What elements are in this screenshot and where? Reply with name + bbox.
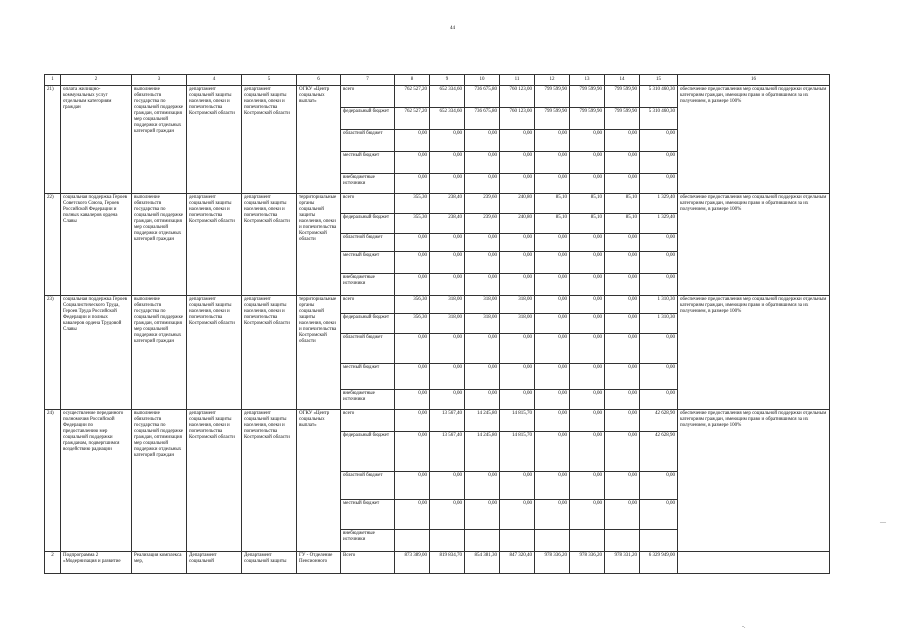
amount-cell: 799 599,90 [605, 108, 640, 130]
amount-cell: 239,60 [465, 194, 500, 214]
funding-source: местный бюджет [341, 500, 395, 530]
amount-cell: 0,00 [605, 432, 640, 472]
funding-source: внебюджетные источники [341, 274, 395, 296]
amount-cell: 0,00 [430, 252, 465, 274]
measure-task: Реализация комплекса мер, [132, 552, 187, 574]
amount-cell: 799 599,90 [570, 86, 605, 108]
funding-source: федеральный бюджет [341, 214, 395, 234]
amount-cell: 240,80 [500, 194, 535, 214]
amount-cell: 238,40 [430, 194, 465, 214]
amount-cell: 1 310,30 [640, 314, 678, 334]
amount-cell: 0,00 [500, 334, 535, 364]
amount-cell: 0,00 [605, 152, 640, 174]
amount-cell: 356,30 [395, 296, 430, 314]
co-executor: департамент социальной защиты населения, опеки и попечительства Костромской области [242, 194, 297, 296]
amount-cell: 873 389,00 [395, 552, 430, 574]
header-cell: 13 [570, 75, 605, 86]
amount-cell: 0,00 [570, 472, 605, 500]
measure-name: социальная поддержка Героев Советского Союза, Героев Российской Федерации и полных кавалеров ордена Славы [61, 194, 132, 296]
amount-cell: 318,00 [430, 296, 465, 314]
amount-cell: 318,00 [465, 314, 500, 334]
funding-source: федеральный бюджет [341, 314, 395, 334]
amount-cell: 0,00 [465, 500, 500, 530]
amount-cell: 42 628,90 [640, 432, 678, 472]
amount-cell: 0,00 [605, 274, 640, 296]
amount-cell: 0,00 [605, 364, 640, 390]
funding-source: всего [341, 410, 395, 432]
amount-cell: 0,00 [640, 390, 678, 410]
amount-cell: 736 675,80 [465, 108, 500, 130]
expected-result [678, 552, 830, 574]
amount-cell: 85,10 [605, 194, 640, 214]
amount-cell: 0,00 [570, 130, 605, 152]
amount-cell: 85,10 [535, 214, 570, 234]
amount-cell: 1 329,40 [640, 214, 678, 234]
header-cell: 6 [297, 75, 341, 86]
amount-cell: 0,00 [500, 500, 535, 530]
funding-source: всего [341, 194, 395, 214]
margin-mark: -. [742, 624, 746, 630]
amount-cell: 978 336,20 [570, 552, 605, 574]
budget-table [44, 74, 830, 574]
amount-cell: 0,00 [535, 472, 570, 500]
page-number: 44 [450, 26, 455, 31]
row-number: 2 [45, 552, 61, 574]
amount-cell: 0,00 [570, 314, 605, 334]
amount-cell: 318,00 [500, 314, 535, 334]
amount-cell: 355,30 [395, 194, 430, 214]
amount-cell: 0,00 [500, 390, 535, 410]
amount-cell: 0,00 [570, 390, 605, 410]
measure-task: выполнение обязательств государства по социальной поддержке граждан, оптимизация мер социальной поддержки отдельных категорий граждан [132, 410, 187, 552]
funding-source: областной бюджет [341, 234, 395, 252]
amount-cell: 0,00 [465, 174, 500, 194]
table-row [45, 410, 830, 432]
amount-cell: 0,00 [640, 234, 678, 252]
header-cell: 9 [430, 75, 465, 86]
amount-cell: 0,00 [570, 296, 605, 314]
amount-cell: 0,00 [430, 130, 465, 152]
amount-cell: 0,00 [640, 274, 678, 296]
participant: ОГКУ «Центр социальных выплат» [297, 410, 341, 552]
amount-cell: 0,00 [535, 152, 570, 174]
participant: территориальные органы социальной защиты населения, опеки и попечительства Костромской области [297, 296, 341, 410]
executor: департамент социальной защиты населения, опеки и попечительства Костромской области [187, 86, 242, 194]
amount-cell: 0,00 [535, 274, 570, 296]
amount-cell: 6 329 949,00 [640, 552, 678, 574]
amount-cell: 0,00 [640, 500, 678, 530]
amount-cell: 0,00 [465, 234, 500, 252]
co-executor: департамент социальной защиты населения, опеки и попечительства Костромской области [242, 86, 297, 194]
row-number: 24) [45, 410, 61, 552]
amount-cell: 0,00 [395, 472, 430, 500]
header-cell: 10 [465, 75, 500, 86]
amount-cell: 240,80 [500, 214, 535, 234]
row-number: 21) [45, 86, 61, 194]
amount-cell: 799 599,90 [605, 86, 640, 108]
amount-cell: 0,00 [500, 364, 535, 390]
amount-cell: 0,00 [570, 334, 605, 364]
amount-cell: 0,00 [605, 390, 640, 410]
row-number: 22) [45, 194, 61, 296]
funding-source: федеральный бюджет [341, 108, 395, 130]
amount-cell: 318,00 [430, 314, 465, 334]
amount-cell: 0,00 [570, 274, 605, 296]
amount-cell: 0,00 [640, 364, 678, 390]
amount-cell: 14 245,80 [465, 410, 500, 432]
amount-cell: 0,00 [640, 130, 678, 152]
header-cell: 15 [640, 75, 678, 86]
amount-cell: 0,00 [570, 152, 605, 174]
header-cell: 3 [132, 75, 187, 86]
table-row [45, 194, 830, 214]
amount-cell [605, 530, 640, 552]
funding-source: местный бюджет [341, 252, 395, 274]
amount-cell: 760 123,00 [500, 86, 535, 108]
amount-cell: 356,30 [395, 314, 430, 334]
header-cell: 14 [605, 75, 640, 86]
measure-name: Подпрограмма 2 «Модернизация и развитие [61, 552, 132, 574]
expected-result: обеспечение предоставления мер социальной поддержки отдельным категориям граждан, имеющим право и обратившимся за их получением, в размере 100% [678, 410, 830, 552]
participant: территориальные органы социальной защиты населения, опеки и попечительства Костромской области [297, 194, 341, 296]
amount-cell: 0,00 [465, 334, 500, 364]
amount-cell [430, 530, 465, 552]
funding-source: всего [341, 296, 395, 314]
amount-cell: 0,00 [500, 234, 535, 252]
amount-cell: 0,00 [465, 152, 500, 174]
amount-cell: 0,00 [605, 234, 640, 252]
header-cell: 8 [395, 75, 430, 86]
amount-cell: 85,10 [535, 194, 570, 214]
amount-cell: 799 599,90 [535, 108, 570, 130]
amount-cell: 0,00 [570, 364, 605, 390]
amount-cell [640, 530, 678, 552]
amount-cell: 42 628,90 [640, 410, 678, 432]
amount-cell: 0,00 [570, 500, 605, 530]
table-row [45, 552, 830, 574]
amount-cell: 0,00 [570, 252, 605, 274]
amount-cell: 0,00 [535, 500, 570, 530]
amount-cell: 0,00 [395, 410, 430, 432]
amount-cell: 0,00 [570, 234, 605, 252]
amount-cell: 0,00 [465, 390, 500, 410]
amount-cell: 85,10 [570, 214, 605, 234]
amount-cell: 0,00 [395, 334, 430, 364]
amount-cell: 0,00 [500, 152, 535, 174]
amount-cell: 0,00 [500, 252, 535, 274]
amount-cell [535, 530, 570, 552]
amount-cell: 5 310 460,30 [640, 86, 678, 108]
amount-cell: 0,00 [465, 252, 500, 274]
amount-cell: 0,00 [500, 174, 535, 194]
amount-cell: 652 334,60 [430, 86, 465, 108]
expected-result: обеспечение предоставления мер социальной поддержки отдельным категориям граждан, имеющим право и обратившимся за их получением, в размере 100% [678, 86, 830, 194]
amount-cell: 0,00 [430, 334, 465, 364]
amount-cell: 0,00 [605, 252, 640, 274]
amount-cell: 0,00 [640, 252, 678, 274]
amount-cell: 0,00 [430, 152, 465, 174]
amount-cell: 0,00 [535, 364, 570, 390]
amount-cell: 0,00 [395, 152, 430, 174]
header-cell: 16 [678, 75, 830, 86]
funding-source: внебюджетные источники [341, 530, 395, 552]
header-cell: 5 [242, 75, 297, 86]
amount-cell: 0,00 [395, 234, 430, 252]
funding-source: областной бюджет [341, 472, 395, 500]
funding-source: внебюджетные источники [341, 390, 395, 410]
funding-source: федеральный бюджет [341, 432, 395, 472]
expected-result: обеспечение предоставления мер социальной поддержки отдельным категориям граждан, имеющим право и обратившимся за их получением, в размере 100% [678, 194, 830, 296]
amount-cell: 760 123,00 [500, 108, 535, 130]
amount-cell: 0,00 [430, 174, 465, 194]
amount-cell: 318,00 [500, 296, 535, 314]
amount-cell: 0,00 [465, 472, 500, 500]
amount-cell: 14 245,80 [465, 432, 500, 472]
amount-cell: 0,00 [395, 500, 430, 530]
measure-name: социальная поддержка Героев Социалистического Труда, Героев Труда Российской Федерации и полных кавалеров ордена Трудовой Славы [61, 296, 132, 410]
co-executor: Департамент социальной защиты [242, 552, 297, 574]
amount-cell [570, 530, 605, 552]
table-row [45, 296, 830, 314]
amount-cell: 0,00 [535, 390, 570, 410]
amount-cell: 13 567,40 [430, 410, 465, 432]
amount-cell [395, 530, 430, 552]
participant: ОГКУ «Центр социальных выплат» [297, 86, 341, 194]
measure-name: оплата жилищно-коммунальных услуг отдельным категориям граждан [61, 86, 132, 194]
amount-cell: 819 834,70 [430, 552, 465, 574]
amount-cell: 1 329,40 [640, 194, 678, 214]
amount-cell: 85,10 [605, 214, 640, 234]
measure-task: выполнение обязательств государства по социальной поддержке граждан, оптимизация мер социальной поддержки отдельных категорий граждан [132, 86, 187, 194]
amount-cell: 0,00 [395, 432, 430, 472]
amount-cell: 0,00 [605, 500, 640, 530]
amount-cell: 0,00 [430, 390, 465, 410]
funding-source: областной бюджет [341, 334, 395, 364]
co-executor: департамент социальной защиты населения, опеки и попечительства Костромской области [242, 296, 297, 410]
amount-cell: 978 336,20 [535, 552, 570, 574]
amount-cell: 0,00 [605, 472, 640, 500]
header-cell: 4 [187, 75, 242, 86]
amount-cell: 0,00 [605, 410, 640, 432]
header-cell: 11 [500, 75, 535, 86]
amount-cell: 0,00 [640, 152, 678, 174]
amount-cell: 0,00 [535, 130, 570, 152]
amount-cell [465, 530, 500, 552]
amount-cell: 0,00 [640, 174, 678, 194]
amount-cell: 854 381,30 [465, 552, 500, 574]
amount-cell: 0,00 [535, 410, 570, 432]
funding-source: местный бюджет [341, 152, 395, 174]
amount-cell: 0,00 [395, 252, 430, 274]
amount-cell: 0,00 [395, 390, 430, 410]
amount-cell: 0,00 [535, 334, 570, 364]
amount-cell: 847 320,40 [500, 552, 535, 574]
amount-cell: 239,60 [465, 214, 500, 234]
amount-cell: 0,00 [395, 174, 430, 194]
participant: ГУ - Отделение Пенсионного [297, 552, 341, 574]
amount-cell: 0,00 [535, 296, 570, 314]
amount-cell: 0,00 [430, 234, 465, 252]
amount-cell: 5 310 460,30 [640, 108, 678, 130]
amount-cell: 736 675,80 [465, 86, 500, 108]
funding-source: местный бюджет [341, 364, 395, 390]
amount-cell: 0,00 [535, 174, 570, 194]
margin-mark: — [880, 520, 886, 526]
measure-name: осуществление переданного полномочия Российской Федерации по предоставлению мер социальной поддержки гражданам, подвергшимся воздействию радиации [61, 410, 132, 552]
amount-cell: 0,00 [570, 432, 605, 472]
header-row [45, 75, 830, 86]
amount-cell: 0,00 [605, 174, 640, 194]
amount-cell: 0,00 [465, 364, 500, 390]
header-cell: 7 [341, 75, 395, 86]
amount-cell: 0,00 [430, 472, 465, 500]
amount-cell: 652 334,60 [430, 108, 465, 130]
row-number: 23) [45, 296, 61, 410]
header-cell: 2 [61, 75, 132, 86]
funding-source: Всего [341, 552, 395, 574]
measure-task: выполнение обязательств государства по социальной поддержке граждан, оптимизация мер социальной поддержки отдельных категорий граждан [132, 194, 187, 296]
funding-source: всего [341, 86, 395, 108]
amount-cell: 355,30 [395, 214, 430, 234]
amount-cell: 0,00 [500, 472, 535, 500]
amount-cell: 0,00 [500, 130, 535, 152]
amount-cell: 0,00 [395, 274, 430, 296]
amount-cell: 0,00 [605, 314, 640, 334]
table-row [45, 86, 830, 108]
amount-cell: 0,00 [430, 364, 465, 390]
expected-result: обеспечение предоставления мер социальной поддержки отдельным категориям граждан, имеющим право и обратившимся за их получением, в размере 100% [678, 296, 830, 410]
amount-cell: 0,00 [535, 314, 570, 334]
amount-cell: 85,10 [570, 194, 605, 214]
amount-cell: 0,00 [570, 410, 605, 432]
executor: департамент социальной защиты населения, опеки и попечительства Костромской области [187, 296, 242, 410]
amount-cell: 0,00 [535, 432, 570, 472]
co-executor: департамент социальной защиты населения, опеки и попечительства Костромской области [242, 410, 297, 552]
amount-cell: 0,00 [465, 274, 500, 296]
amount-cell: 0,00 [640, 334, 678, 364]
executor: Департамент социальной [187, 552, 242, 574]
amount-cell: 799 599,90 [570, 108, 605, 130]
amount-cell: 0,00 [605, 296, 640, 314]
amount-cell: 13 567,40 [430, 432, 465, 472]
amount-cell: 0,00 [605, 334, 640, 364]
amount-cell: 0,00 [535, 252, 570, 274]
amount-cell: 0,00 [395, 130, 430, 152]
executor: департамент социальной защиты населения, опеки и попечительства Костромской области [187, 410, 242, 552]
executor: департамент социальной защиты населения, опеки и попечительства Костромской области [187, 194, 242, 296]
amount-cell: 762 527,20 [395, 86, 430, 108]
amount-cell: 0,00 [430, 500, 465, 530]
funding-source: внебюджетные источники [341, 174, 395, 194]
amount-cell: 799 599,90 [535, 86, 570, 108]
amount-cell: 0,00 [500, 274, 535, 296]
amount-cell: 14 815,70 [500, 410, 535, 432]
amount-cell: 0,00 [570, 174, 605, 194]
amount-cell: 978 331,20 [605, 552, 640, 574]
amount-cell: 0,00 [640, 472, 678, 500]
amount-cell: 318,00 [465, 296, 500, 314]
amount-cell: 0,00 [430, 274, 465, 296]
amount-cell [500, 530, 535, 552]
amount-cell: 0,00 [465, 130, 500, 152]
measure-task: выполнение обязательств государства по социальной поддержке граждан, оптимизация мер социальной поддержки отдельных категорий граждан [132, 296, 187, 410]
amount-cell: 1 310,30 [640, 296, 678, 314]
funding-source: областной бюджет [341, 130, 395, 152]
header-cell: 1 [45, 75, 61, 86]
amount-cell: 14 815,70 [500, 432, 535, 472]
amount-cell: 0,00 [535, 234, 570, 252]
amount-cell: 762 527,20 [395, 108, 430, 130]
amount-cell: 238,40 [430, 214, 465, 234]
amount-cell: 0,00 [395, 364, 430, 390]
header-cell: 12 [535, 75, 570, 86]
amount-cell: 0,00 [605, 130, 640, 152]
